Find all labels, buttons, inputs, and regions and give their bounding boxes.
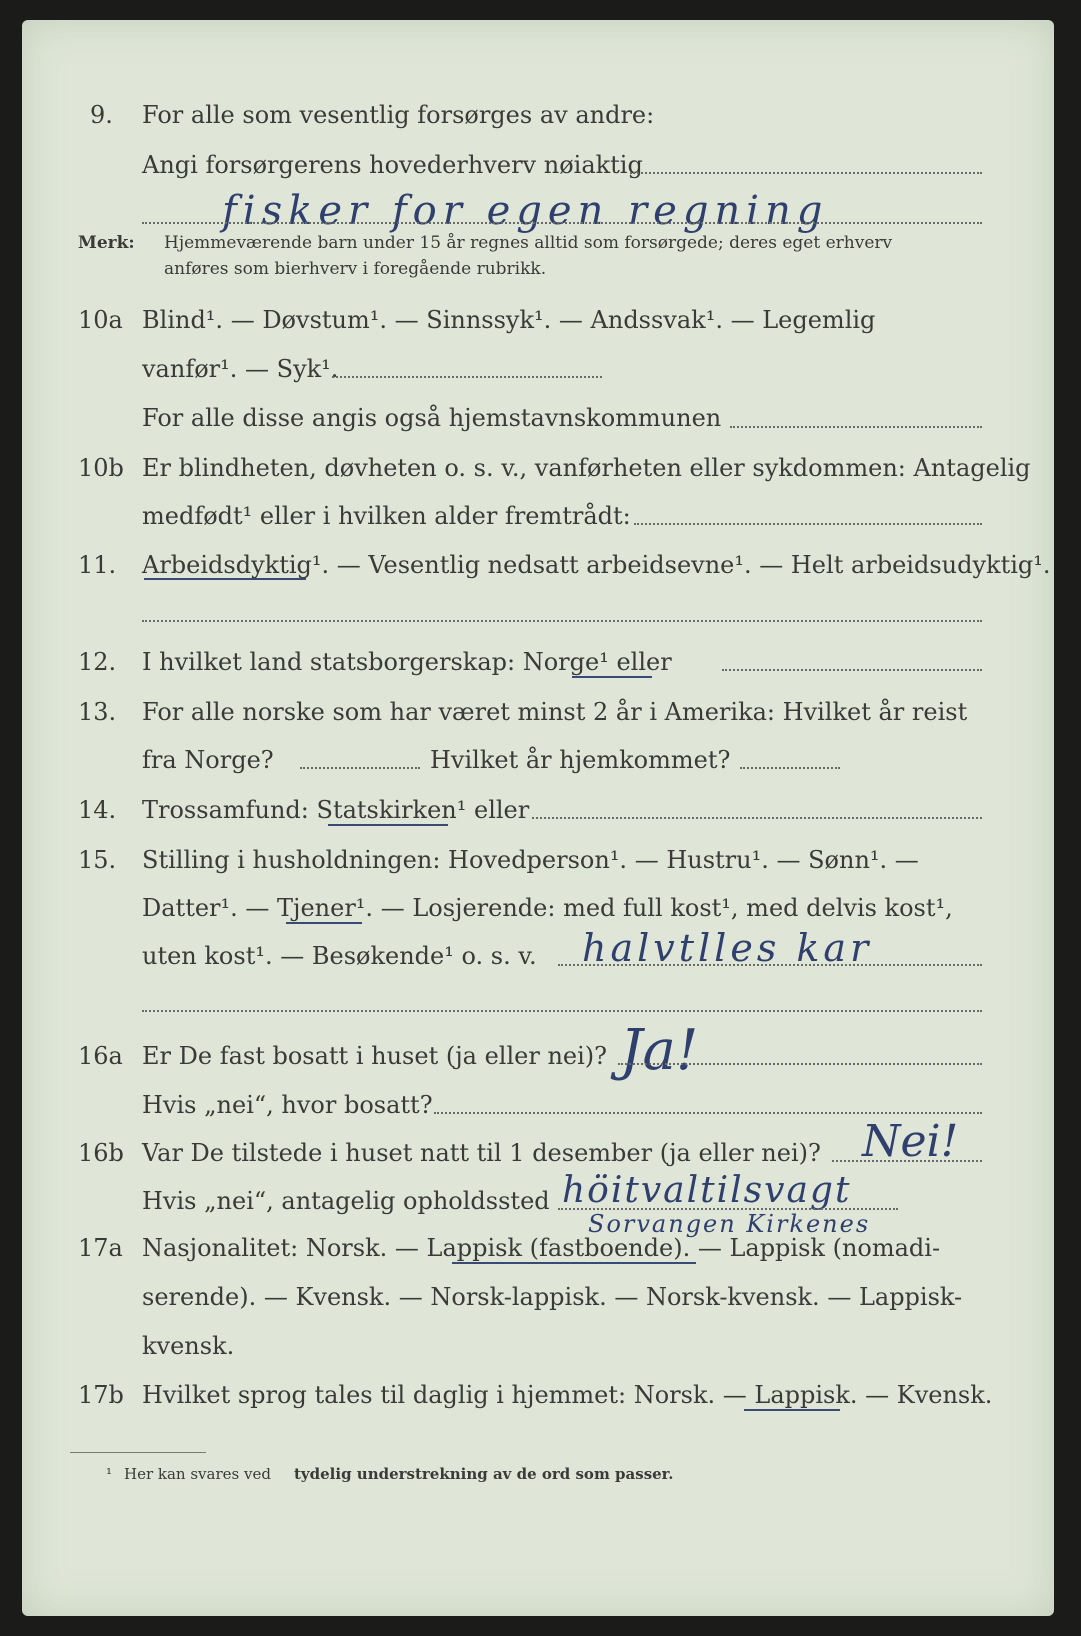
q10b-line2: medfødt¹ eller i hvilken alder fremtrådt: bbox=[142, 502, 631, 530]
q13-line2a: fra Norge? bbox=[142, 746, 274, 774]
q17b-number: 17b bbox=[78, 1381, 124, 1409]
q9-number: 9. bbox=[90, 101, 113, 129]
q16a-line1: Er De fast bosatt i huset (ja eller nei)? bbox=[142, 1042, 608, 1070]
q15-handwritten-answer: halvtlles kar bbox=[582, 926, 873, 970]
q10a-fill-line bbox=[332, 376, 602, 378]
q15-answer-underline bbox=[286, 922, 362, 924]
footnote-text-a: Her kan svares ved bbox=[124, 1465, 271, 1483]
footnote-text-b: tydelig understrekning av de ord som passer. bbox=[294, 1465, 674, 1483]
q9-fill-line bbox=[630, 172, 982, 174]
q9-handwritten-answer: fisker for egen regning bbox=[222, 188, 829, 234]
q16b-line1: Var De tilstede i huset natt til 1 desember (ja eller nei)? bbox=[142, 1139, 821, 1167]
q17a-line2: serende). — Kvensk. — Norsk-lappisk. — Norsk-kvensk. — Lappisk- bbox=[142, 1283, 963, 1311]
q10b-fill-line bbox=[634, 523, 982, 525]
q10a-line3: For alle disse angis også hjemstavnskommunen bbox=[142, 404, 722, 432]
q13-emigrated-year-line bbox=[300, 767, 420, 769]
footnote-mark: ¹ bbox=[106, 1465, 113, 1483]
q17b-line1: Hvilket sprog tales til daglig i hjemmet: Norsk. — Lappisk. — Kvensk. bbox=[142, 1381, 993, 1409]
q16a-fill-line bbox=[618, 1063, 982, 1065]
q10b-line1: Er blindheten, døvheten o. s. v., vanførheten eller sykdommen: Antagelig bbox=[142, 454, 1031, 482]
q11-number: 11. bbox=[78, 551, 117, 579]
q15-line2: Datter¹. — Tjener¹. — Losjerende: med full kost¹, med delvis kost¹, bbox=[142, 894, 953, 922]
q15-number: 15. bbox=[78, 846, 117, 874]
q13-number: 13. bbox=[78, 698, 117, 726]
footnote-rule bbox=[70, 1452, 206, 1453]
q16b-line2: Hvis „nei“, antagelig opholdssted bbox=[142, 1187, 550, 1215]
q16b-number: 16b bbox=[78, 1139, 124, 1167]
q11-fill-line bbox=[142, 620, 982, 622]
q13-returned-year-line bbox=[740, 767, 840, 769]
q12-answer-underline bbox=[572, 676, 652, 678]
q10a-number: 10a bbox=[78, 306, 123, 334]
q12-line1: I hvilket land statsborgerskap: Norge¹ eller bbox=[142, 648, 672, 676]
merk-line2: anføres som bierhverv i foregående rubrikk. bbox=[164, 259, 547, 279]
q9-line1: For alle som vesentlig forsørges av andre: bbox=[142, 101, 655, 129]
q11-answer-underline bbox=[144, 578, 306, 580]
q10a-home-municipality-line bbox=[730, 426, 982, 428]
q9-answer-line bbox=[142, 222, 982, 224]
q10b-number: 10b bbox=[78, 454, 124, 482]
q14-line1: Trossamfund: Statskirken¹ eller bbox=[142, 796, 530, 824]
q13-line1: For alle norske som har været minst 2 år i Amerika: Hvilket år reist bbox=[142, 698, 968, 726]
q16a-residence-line bbox=[434, 1112, 982, 1114]
q14-answer-underline bbox=[328, 824, 448, 826]
q10a-line2: vanfør¹. — Syk¹. bbox=[142, 355, 339, 383]
q17a-number: 17a bbox=[78, 1234, 123, 1262]
q17b-answer-underline bbox=[744, 1409, 840, 1411]
q10a-line1: Blind¹. — Døvstum¹. — Sinnssyk¹. — Andssvak¹. — Legemlig bbox=[142, 306, 876, 334]
q15-line3: uten kost¹. — Besøkende¹ o. s. v. bbox=[142, 942, 537, 970]
q15-line1: Stilling i husholdningen: Hovedperson¹. — Hustru¹. — Sønn¹. — bbox=[142, 846, 919, 874]
q14-number: 14. bbox=[78, 796, 117, 824]
q16a-handwritten-answer: Ja! bbox=[620, 1018, 699, 1083]
q17a-line3: kvensk. bbox=[142, 1332, 235, 1360]
q13-line2b: Hvilket år hjemkommet? bbox=[430, 746, 731, 774]
q12-fill-line bbox=[722, 669, 982, 671]
q16b-fill-line bbox=[832, 1160, 982, 1162]
merk-line1: Hjemmeværende barn under 15 år regnes alltid som forsørgede; deres eget erhverv bbox=[164, 233, 893, 253]
q17a-answer-underline bbox=[452, 1262, 696, 1264]
q15-extra-line bbox=[142, 1010, 982, 1012]
q14-fill-line bbox=[532, 817, 982, 819]
q16b-handwritten-place: höitvaltilsvagt bbox=[562, 1170, 852, 1211]
q16b-handwritten-place-note: Sorvangen Kirkenes bbox=[588, 1210, 871, 1238]
q15-fill-line bbox=[558, 964, 982, 966]
q16b-handwritten-answer: Nei! bbox=[862, 1116, 959, 1167]
q16a-line2: Hvis „nei“, hvor bosatt? bbox=[142, 1091, 433, 1119]
q11-line1: Arbeidsdyktig¹. — Vesentlig nedsatt arbeidsevne¹. — Helt arbeidsudyktig¹. bbox=[142, 551, 1051, 579]
census-form-page bbox=[22, 20, 1054, 1616]
merk-label: Merk: bbox=[78, 233, 135, 253]
q12-number: 12. bbox=[78, 648, 117, 676]
q17a-line1: Nasjonalitet: Norsk. — Lappisk (fastboende). — Lappisk (nomadi- bbox=[142, 1234, 941, 1262]
q16a-number: 16a bbox=[78, 1042, 123, 1070]
q9-line2: Angi forsørgerens hovederhverv nøiaktig bbox=[142, 151, 643, 179]
